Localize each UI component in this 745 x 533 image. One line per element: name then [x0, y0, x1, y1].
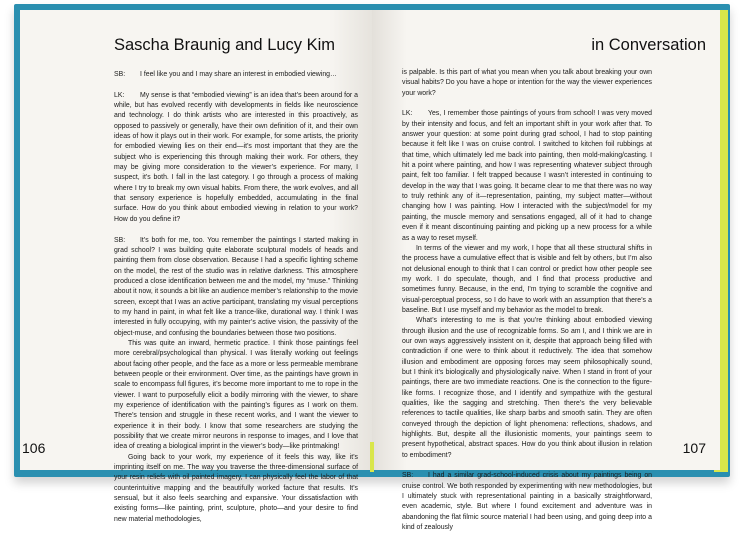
paragraph	[402, 316, 652, 461]
left-page	[20, 10, 372, 523]
speaker-label: SB:	[114, 71, 126, 78]
speaker-label: SB:	[402, 472, 414, 480]
paragraph-text: I had a similar grad-school-induced crisis about my paintings being on cruise control. We both responded by experimenting with new methodologies, but I ultimately stuck with representational painting in a basically straightforward, even academic, style. But where I found excitement and adventure was in abandoning the flat filmic source material I had been using, and going deep into a kind of zealously	[402, 472, 652, 532]
paragraph-text: Going back to your work, my experience of it feels this way, like it’s imprinting itself on me. The way you traverse the three-dimensional surface of your resin reliefs with oil painted imagery, I can physically feel the labor of that counterintuitive mapping and the beautifully worked facture that results. It’s sensual, but it also feels searching and expansive. Your dissatisfaction with existing forms—like painting, print, sculpture, photo—and your desire to find new material methodologies,	[114, 453, 358, 523]
paragraph-text: I feel like you and I may share an interest in embodied viewing…	[140, 71, 337, 78]
paragraph	[402, 471, 652, 533]
paragraph-text: This was quite an inward, hermetic practice. I think those paintings feel more cerebral/psychological than physical. I was literally working out feelings about facing other people, and the face as a more or less permeable membrane between people or their environment. Over time, as the paintings have grown in scale to encompass full figures, it’s become more important to me to rope in the viewer. I want to purposefully elicit a bodily mirroring with the viewer, to share my experience of identification with the painting’s figures as I work on them. There’s tension and struggle in these recent works, and I want the viewer to experience it in their body. I know that some researchers are studying the possibility that we create mirror neurons in response to images, and I love that idea of creating a biological imprint in the viewer’s body—like printmaking!	[114, 339, 358, 451]
paragraph-text: Yes, I remember those paintings of yours from school! I was very moved by their intensity and focus, and felt an important shift in your work after that. To answer your question: at some point during grad school, I had to stop painting because it felt like I was on cruise control. I switched to kitchen foil rubbings at that time, which ultimately led me back into painting, then mold-making/casting. I hit a point where painting, and how I was representing whatever subject through paint, felt too familiar. I felt trapped because I wasn’t interested in continuing to develop in the way that I was going. It became clear to me that there was no way to truly rethink any of it—representation, painting, my subject matter—without changing how I was painting. How I interacted with the subject/model for my painting, the muscle memory and sensations engaged, all of it had to change even if it meant discontinuing painting and picking up a new process for a while as a way to reset myself.	[402, 110, 652, 242]
speaker-label: LK:	[402, 110, 413, 118]
paragraph	[402, 68, 652, 99]
left-page-body	[114, 70, 358, 525]
paragraph	[114, 70, 358, 80]
speaker-label: SB:	[114, 236, 126, 244]
paragraph	[114, 236, 358, 339]
paragraph	[114, 91, 358, 225]
left-page-header: Sascha Braunig and Lucy Kim	[114, 36, 336, 54]
speaker-label: LK:	[114, 91, 125, 99]
left-page-number: 106	[22, 440, 46, 456]
paragraph	[402, 109, 652, 243]
paragraph-text: In terms of the viewer and my work, I hope that all these structural shifts in the process have a cumulative effect that is visible and felt by others, but I’m also not delusional enough to think that I can control or predict how other people see my work. I do speculate, though, and I find that process productive and sometimes funny. Because, in the end, I’m trying to scramble the cognitive and visual-perceptual process, so I do have to work with an assumption that there’s a baseline. But I use myself and my behavior as the model to break.	[402, 244, 652, 314]
right-page-body	[402, 68, 652, 533]
open-book	[14, 4, 730, 532]
paragraph	[114, 339, 358, 453]
paragraph-text: is palpable. Is this part of what you mean when you talk about breaking your own visual habits? Do you have a hope or intention for the way the viewer experiences your work?	[402, 69, 652, 97]
paragraph	[114, 453, 358, 525]
paragraph-text: My sense is that “embodied viewing” is an idea that’s been around for a while, but has evolved recently with developments in fields like neuroscience and technology. I do think artists who are interested in this proactively, as opposed to passively or generally, have their own definition of it, and their own ideas of how it plays out in their work. For example, for some artists, the priority for embodied viewing lies on their end—it’s most important that they are the subject who is experiencing this through making their work. For others, they may be giving more consideration to the viewer’s experience. For many, I suspect, it’s both. I fall in the last category. I go through a process of making where I try to break my own visual habits. From there, the work evolves, and all that sensory experience is hopefully embedded, accumulating in the final surface. How do you think about embodied viewing in relation to your work? How do you define it?	[114, 91, 358, 223]
right-page-header: in Conversation	[591, 36, 706, 54]
paragraph-text: It’s both for me, too. You remember the paintings I started making in grad school? I was building quite elaborate sculptural models of heads and painting them from close observation. Because I had a specific lighting scheme on the model, the rest of the studio was in relative darkness. This atmosphere produced a close identification between me and the model, my “muse.” Thinking about it now, it sounds a bit like an audience member’s relationship to the movie screen, except that I was an active participant, translating my visual perceptions to my hand in paint, in what felt like a trance-like, durational way. I think I was interested in fully occupying, with my painter’s active vision, the passivity of the object-muse, and confusing the boundaries between those two positions.	[114, 236, 358, 337]
right-page-number: 107	[682, 440, 706, 456]
right-page	[372, 10, 720, 532]
paragraph	[402, 244, 652, 316]
paragraph-text: What’s interesting to me is that you’re thinking about embodied viewing through illusion and the use of recognizable forms. So am I, and I think we are in our own ways aggressively insistent on it, despite that approach being filled with contradiction if one were to think about it reductively. The idea that somehow illusion and embodiment are opposing forces may seem philosophically sound, but I think it’s biologically and physiologically naive. When I stand in front of your paintings, there are two immediate reactions. One is the connection to the figure-like forms. I recognize those, and I identify and sympathize with the gestural qualities, like the sagging and stretching. Then there’s the very believable references to tactile qualities, like sharp barbs and smooth satin. They are often conveyed through the depiction of light phenomena: reflections, shadows, and highlights. But, despite all the illusionistic moments, your paintings seem to present hypothetical, abstract spaces. How do you think about illusion in relation to embodiment?	[402, 317, 652, 459]
spine-yellow-strip	[370, 442, 374, 472]
